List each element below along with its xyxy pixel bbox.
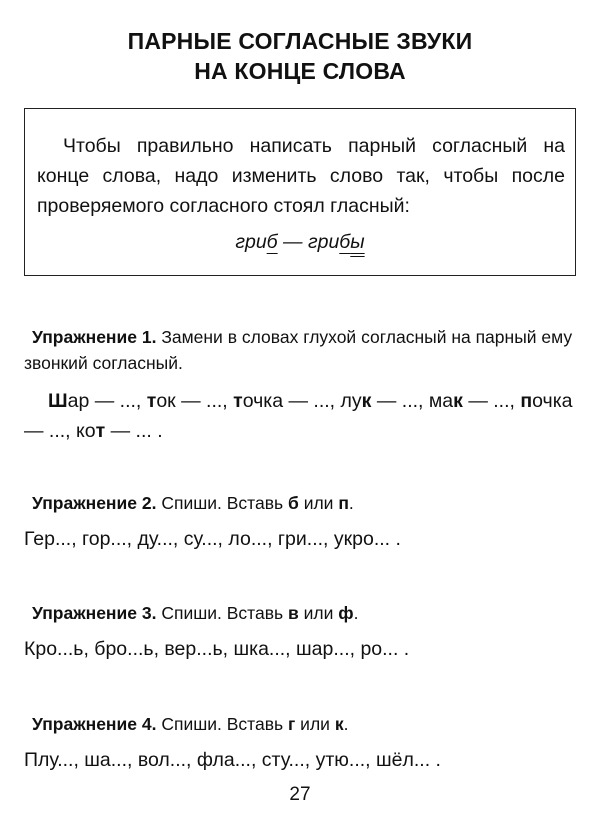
exercise-3-letter-2: ф [338,603,354,623]
exercise-1 [24,324,580,446]
exercise-2-instruction: Спиши. Вставь [161,493,289,513]
word-7-bold-letter: т [95,420,106,442]
exercise-2-label: Упражнение 2. [32,493,157,513]
exercise-3-word-list: Кро...ь, бро...ь, вер...ь, шка..., шар..., ро... . [24,638,410,660]
exercise-4-instruction: Спиши. Вставь [161,714,289,734]
word-5-bold-letter: к [453,390,463,412]
word-1-bold-letter: Ш [48,390,68,412]
rule-example [25,229,575,255]
exercise-1-instruction: Замени в словах глухой согласный на парный ему звонкий согласный. [24,327,573,373]
exercise-4-letter-2: к [334,714,344,734]
exercise-3-instruction: Спиши. Вставь [161,603,289,623]
word-6-rest: очка [532,390,573,412]
word-2-blank: — ..., [175,390,234,412]
example-word-1-checked-letter: б [266,231,278,253]
exercise-3-letter-1: в [288,603,299,623]
rule-text [37,131,565,221]
exercise-3-or: или [298,603,339,623]
exercise-1-heading [24,324,580,376]
title-line-2: НА КОНЦЕ СЛОВА [194,58,406,84]
exercise-2-letter-2: п [338,493,349,513]
exercise-2-or: или [298,493,339,513]
exercise-2-word-list: Гер..., гор..., ду..., су..., ло..., гри..., укро... . [24,528,401,550]
example-dash: — [277,231,308,253]
word-2-rest: ок [156,390,176,412]
word-3-bold-letter: т [233,390,243,412]
word-6-blank: — ..., [24,420,77,442]
exercise-1-words [24,386,580,446]
title-line-1: ПАРНЫЕ СОГЛАСНЫЕ ЗВУКИ [127,28,473,54]
page-title [0,26,600,86]
exercise-2-letter-1: б [288,493,299,513]
rule-box [24,108,576,276]
word-7-blank: — ... . [105,420,163,442]
exercise-4-heading [24,711,580,737]
exercise-4-words [24,745,580,775]
word-3-blank: — ..., [283,390,341,412]
exercise-4-or: или [295,714,335,734]
exercise-1-label: Упражнение 1. [32,327,157,347]
word-6-bold-letter: п [520,390,533,412]
example-word-2-vowel: ы [350,231,365,253]
exercise-3-words [24,634,580,664]
exercise-3-label: Упражнение 3. [32,603,157,623]
exercise-3 [24,600,580,664]
word-4-blank: — ..., [371,390,429,412]
word-4-bold-letter: к [361,390,372,412]
word-5-pre: ма [428,390,454,412]
exercise-2-words [24,524,580,554]
exercise-4 [24,711,580,775]
word-1-rest: ар [67,390,90,412]
rule-text-content: Чтобы правильно написать парный согласный на конце слова, надо изменить слово так, чтобы после проверяемого согласного стоял гласный: [37,135,565,217]
exercise-4-letter-1: г [288,714,296,734]
example-word-1-stem: гри [235,231,267,253]
example-word-2-checked-letter: б [339,231,351,253]
page-number: 27 [289,784,311,805]
exercise-2-period: . [348,493,354,513]
word-4-pre: лу [340,390,362,412]
example-word-2-stem: гри [307,231,340,253]
word-3-rest: очка [242,390,284,412]
exercise-3-period: . [353,603,359,623]
exercise-4-period: . [343,714,349,734]
word-1-blank: — ..., [89,390,147,412]
exercise-2-heading [24,490,580,516]
word-7-pre: ко [76,420,96,442]
exercise-2 [24,490,580,554]
word-2-bold-letter: т [146,390,157,412]
exercise-4-word-list: Плу..., ша..., вол..., фла..., сту..., утю..., шёл... . [24,749,441,771]
exercise-4-label: Упражнение 4. [32,714,157,734]
exercise-3-heading [24,600,580,626]
word-5-blank: — ..., [462,390,521,412]
